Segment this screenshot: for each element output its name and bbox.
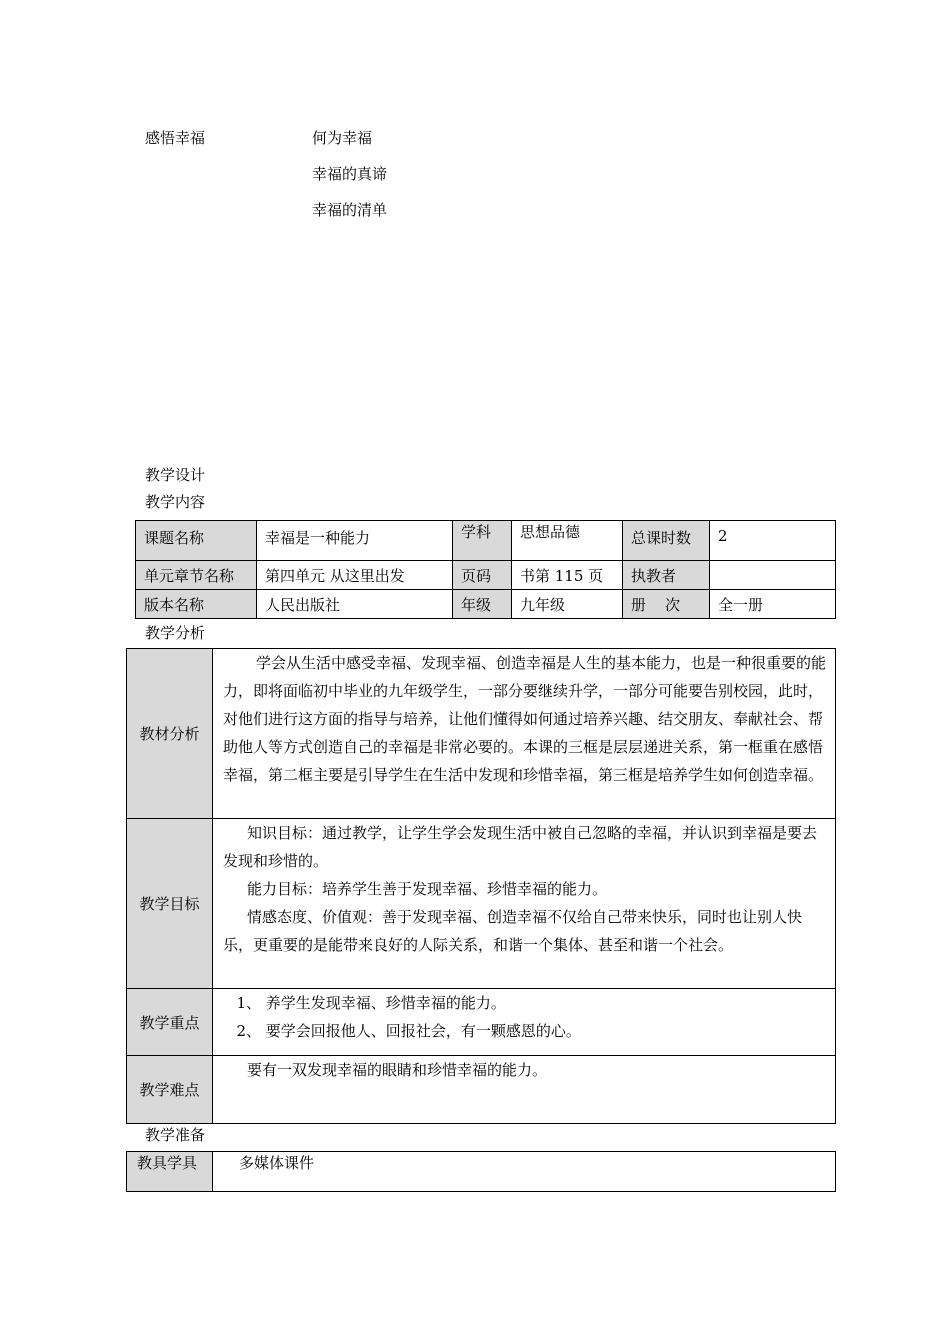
material-analysis-text	[213, 649, 836, 819]
section-title-design: 教学设计	[145, 466, 206, 484]
row-label: 教具学具	[127, 1152, 213, 1192]
prep-value: 多媒体课件	[213, 1152, 836, 1192]
table-row	[127, 649, 836, 819]
field-label: 年级	[453, 590, 512, 619]
teaching-goals-text	[213, 819, 836, 989]
analysis-table	[126, 648, 836, 1124]
paragraph: 知识目标：通过教学，让学生学会发现生活中被自己忽略的幸福，并认识到幸福是要去发现和珍惜的。	[223, 824, 818, 870]
paragraph: 能力目标：培养学生善于发现幸福、珍惜幸福的能力。	[247, 880, 608, 898]
table-row	[127, 819, 836, 989]
table-row	[136, 561, 836, 590]
outline-item: 幸福的真谛	[312, 165, 388, 183]
paragraph: 学会从生活中感受幸福、发现幸福、创造幸福是人生的基本能力，也是一种很重要的能力，即将面临初中毕业的九年级学生，一部分要继续升学，一部分可能要告别校园，此时，对他们进行这方面的指导与培养，让他们懂得如何通过培养兴趣、结交朋友、奉献社会、帮助他人等方式创造自己的幸福是非常必要的。本课的三框是层层递进关系，第一框重在感悟幸福，第二框主要是引导学生在生活中发现和珍惜幸福，第三框是培养学生如何创造幸福。	[223, 654, 827, 784]
row-label: 教学难点	[127, 1056, 213, 1124]
row-label: 教学重点	[127, 989, 213, 1056]
paragraph: 要有一双发现幸福的眼睛和珍惜幸福的能力。	[247, 1061, 548, 1079]
outline-item: 何为幸福	[312, 129, 373, 147]
outline-item: 幸福的清单	[312, 201, 388, 219]
field-label: 学科	[453, 521, 512, 561]
field-value: 人民出版社	[257, 590, 453, 619]
difficulty-text	[213, 1056, 836, 1124]
field-value: 幸福是一种能力	[257, 521, 453, 561]
field-value: 九年级	[512, 590, 623, 619]
field-label: 册 次	[623, 590, 710, 619]
field-label: 页码	[453, 561, 512, 590]
table-row	[127, 1152, 836, 1192]
table-row	[127, 989, 836, 1056]
list-item: 2、 要学会回报他人、回报社会，有一颗感恩的心。	[236, 1022, 581, 1040]
table-row	[136, 590, 836, 619]
table-row	[136, 521, 836, 561]
key-points-text	[213, 989, 836, 1056]
section-title-analysis: 教学分析	[145, 624, 206, 642]
field-value: 第四单元 从这里出发	[257, 561, 453, 590]
table-row	[127, 1056, 836, 1124]
row-label: 教材分析	[127, 649, 213, 819]
field-value: 全一册	[710, 590, 836, 619]
row-label: 教学目标	[127, 819, 213, 989]
field-value: 书第 115 页	[512, 561, 623, 590]
section-title-content: 教学内容	[145, 493, 206, 511]
field-label: 执教者	[623, 561, 710, 590]
field-value: 思想品德	[512, 521, 623, 561]
field-label: 总课时数	[623, 521, 710, 561]
outline-heading: 感悟幸福	[145, 129, 206, 147]
section-title-prep: 教学准备	[145, 1126, 206, 1144]
list-item: 1、 养学生发现幸福、珍惜幸福的能力。	[236, 994, 506, 1012]
field-value: 2	[710, 521, 836, 561]
field-label: 单元章节名称	[136, 561, 257, 590]
paragraph: 情感态度、价值观：善于发现幸福、创造幸福不仅给自己带来快乐，同时也让别人快乐，更重要的是能带来良好的人际关系，和谐一个集体、甚至和谐一个社会。	[223, 908, 803, 954]
field-label: 版本名称	[136, 590, 257, 619]
field-value	[710, 561, 836, 590]
prep-table	[126, 1151, 836, 1192]
field-label: 课题名称	[136, 521, 257, 561]
course-info-table	[135, 520, 836, 619]
